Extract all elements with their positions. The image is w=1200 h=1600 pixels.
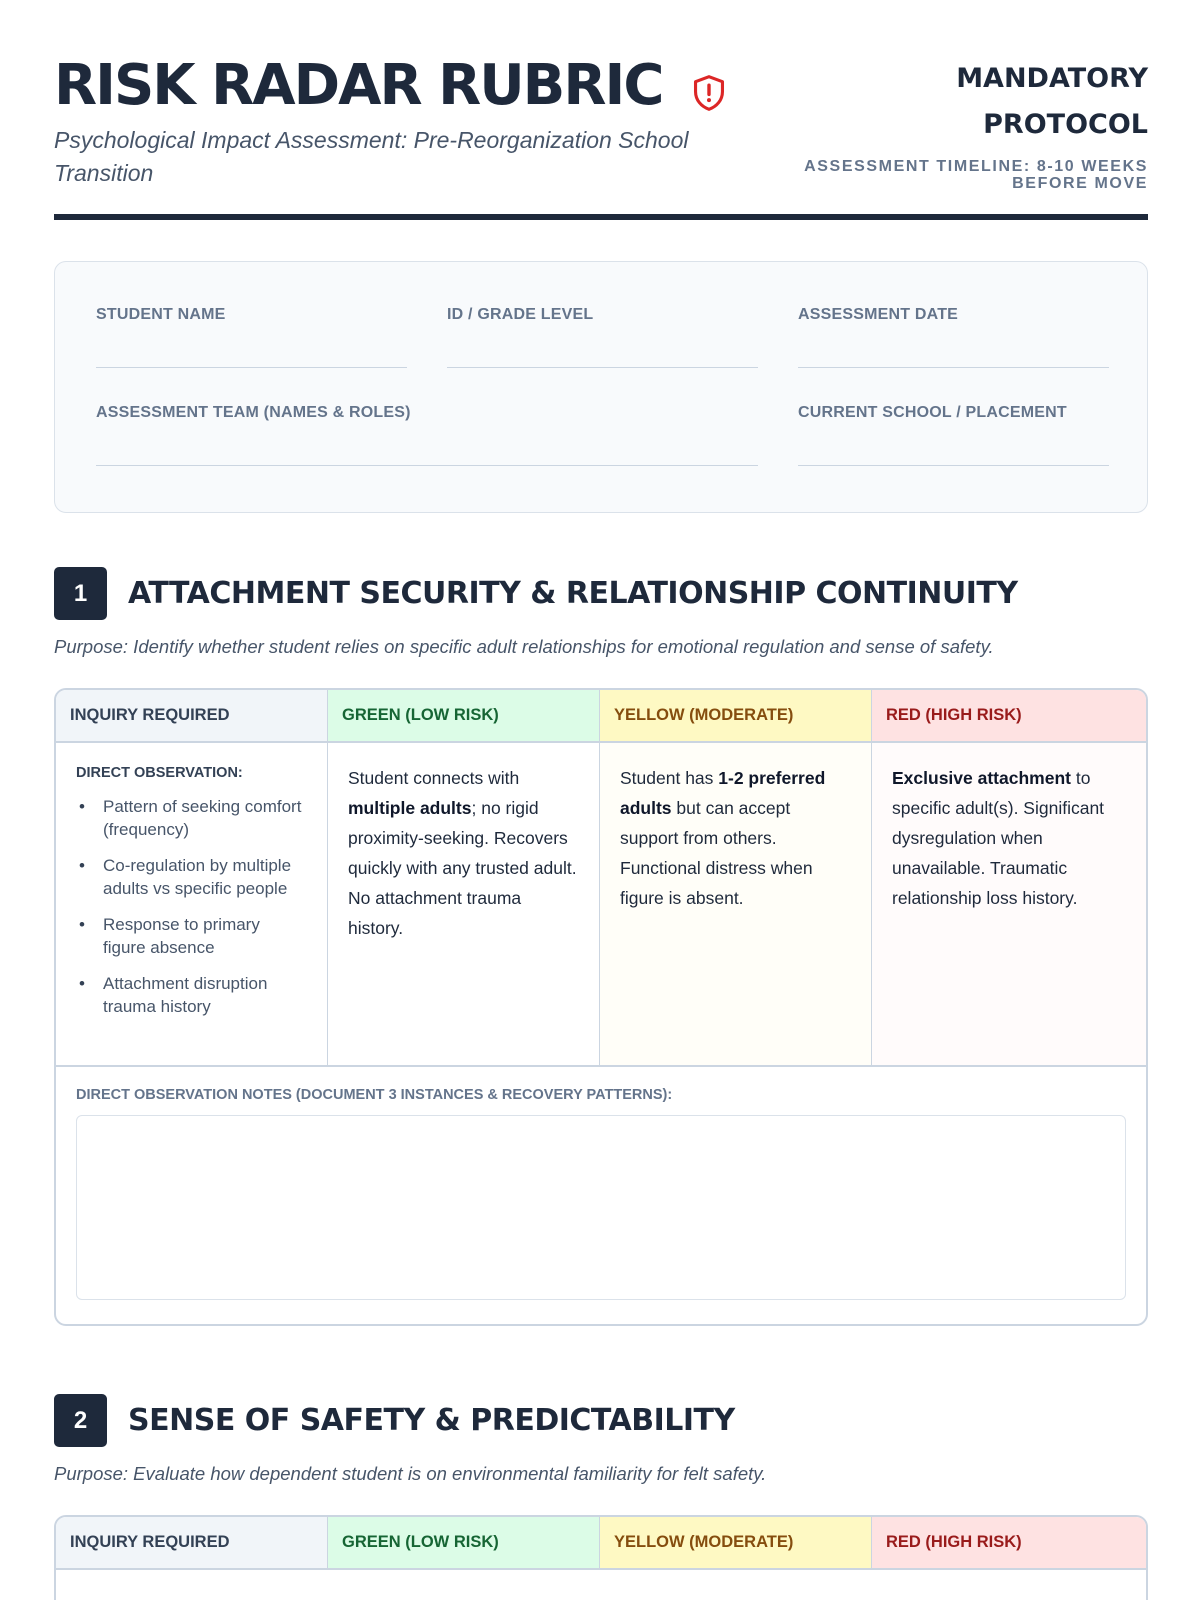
section-2-rubric-table [54, 1515, 1148, 1600]
rubric-body-row [56, 743, 1146, 1067]
inquiry-list [76, 795, 307, 1018]
current-school-field[interactable] [798, 404, 1109, 466]
list-item: • Co-regulation by multiple adults vs specific people [76, 854, 307, 900]
page-title: RISK RADAR RUBRIC [54, 53, 663, 118]
section-title: SENSE OF SAFETY & PREDICTABILITY [128, 1403, 735, 1438]
assessment-team-label: ASSESSMENT TEAM (NAMES & ROLES) [96, 404, 411, 421]
red-text-2: to specific adult(s). Significant dysregulation when unavailable. Traumatic relationship loss history. [892, 768, 1105, 908]
shield-alert-icon [692, 74, 726, 112]
yellow-emphasis: 1-2 preferred adults [620, 768, 826, 818]
green-risk-description [328, 743, 600, 1065]
student-info-card [54, 261, 1148, 513]
rubric-header-row [56, 690, 1146, 743]
rubric-header-row [56, 1517, 1146, 1570]
section-1-rubric-table [54, 688, 1148, 1326]
yellow-text-1: Student has [620, 768, 719, 788]
id-grade-field[interactable] [447, 306, 758, 368]
list-item: • Response to primary figure absence [76, 913, 307, 959]
section-1-purpose: Purpose: Identify whether student relies on specific adult relationships for emotional regulation and sense of safety. [54, 636, 994, 657]
assessment-date-line [798, 367, 1109, 368]
page-subtitle: Psychological Impact Assessment: Pre-Reorganization School Transition [54, 127, 689, 186]
column-header-yellow: YELLOW (MODERATE) [600, 690, 872, 741]
section-2-heading [54, 1394, 735, 1447]
column-header-inquiry: INQUIRY REQUIRED [56, 690, 328, 741]
column-header-red: RED (HIGH RISK) [872, 1517, 1146, 1568]
inquiry-label: DIRECT OBSERVATION: [76, 765, 243, 781]
section-number-badge: 1 [54, 567, 107, 620]
column-header-yellow: YELLOW (MODERATE) [600, 1517, 872, 1568]
assessment-team-field[interactable] [96, 404, 758, 466]
yellow-risk-description [600, 743, 872, 1065]
red-risk-description [872, 743, 1146, 1065]
notes-label: DIRECT OBSERVATION NOTES (DOCUMENT 3 INSTANCES & RECOVERY PATTERNS): [76, 1087, 673, 1103]
protocol-block [778, 56, 1148, 192]
section-title: ATTACHMENT SECURITY & RELATIONSHIP CONTINUITY [128, 576, 1018, 611]
current-school-line [798, 465, 1109, 466]
green-emphasis: multiple adults [348, 798, 472, 818]
assessment-team-line [96, 465, 758, 466]
inquiry-cell [56, 743, 328, 1065]
column-header-green: GREEN (LOW RISK) [328, 690, 600, 741]
student-name-field[interactable] [96, 306, 407, 368]
yellow-text-2: but can accept support from others. Functional distress when figure is absent. [620, 798, 813, 908]
student-name-label: STUDENT NAME [96, 306, 226, 323]
section-2-purpose: Purpose: Evaluate how dependent student is on environmental familiarity for felt safety. [54, 1463, 767, 1484]
green-text-2: ; no rigid proximity-seeking. Recovers quickly with any trusted adult. No attachment trauma history. [348, 798, 577, 938]
green-text-1: Student connects with [348, 768, 520, 788]
list-item: • Attachment disruption trauma history [76, 972, 307, 1018]
current-school-label: CURRENT SCHOOL / PLACEMENT [798, 404, 1067, 421]
red-emphasis: Exclusive attachment [892, 768, 1071, 788]
notes-textarea[interactable] [76, 1115, 1126, 1300]
section-1-heading [54, 567, 1018, 620]
column-header-inquiry: INQUIRY REQUIRED [56, 1517, 328, 1568]
assessment-date-label: ASSESSMENT DATE [798, 306, 959, 323]
id-grade-line [447, 367, 758, 368]
assessment-timeline: ASSESSMENT TIMELINE: 8-10 WEEKS BEFORE MOVE [804, 158, 1148, 192]
section-number-badge: 2 [54, 1394, 107, 1447]
assessment-date-field[interactable] [798, 306, 1109, 368]
column-header-green: GREEN (LOW RISK) [328, 1517, 600, 1568]
page-header [54, 54, 1148, 220]
observation-notes [56, 1067, 1146, 1322]
id-grade-label: ID / GRADE LEVEL [447, 306, 594, 323]
protocol-label: MANDATORY PROTOCOL [956, 63, 1148, 140]
column-header-red: RED (HIGH RISK) [872, 690, 1146, 741]
list-item: • Pattern of seeking comfort (frequency) [76, 795, 307, 841]
student-name-line [96, 367, 407, 368]
